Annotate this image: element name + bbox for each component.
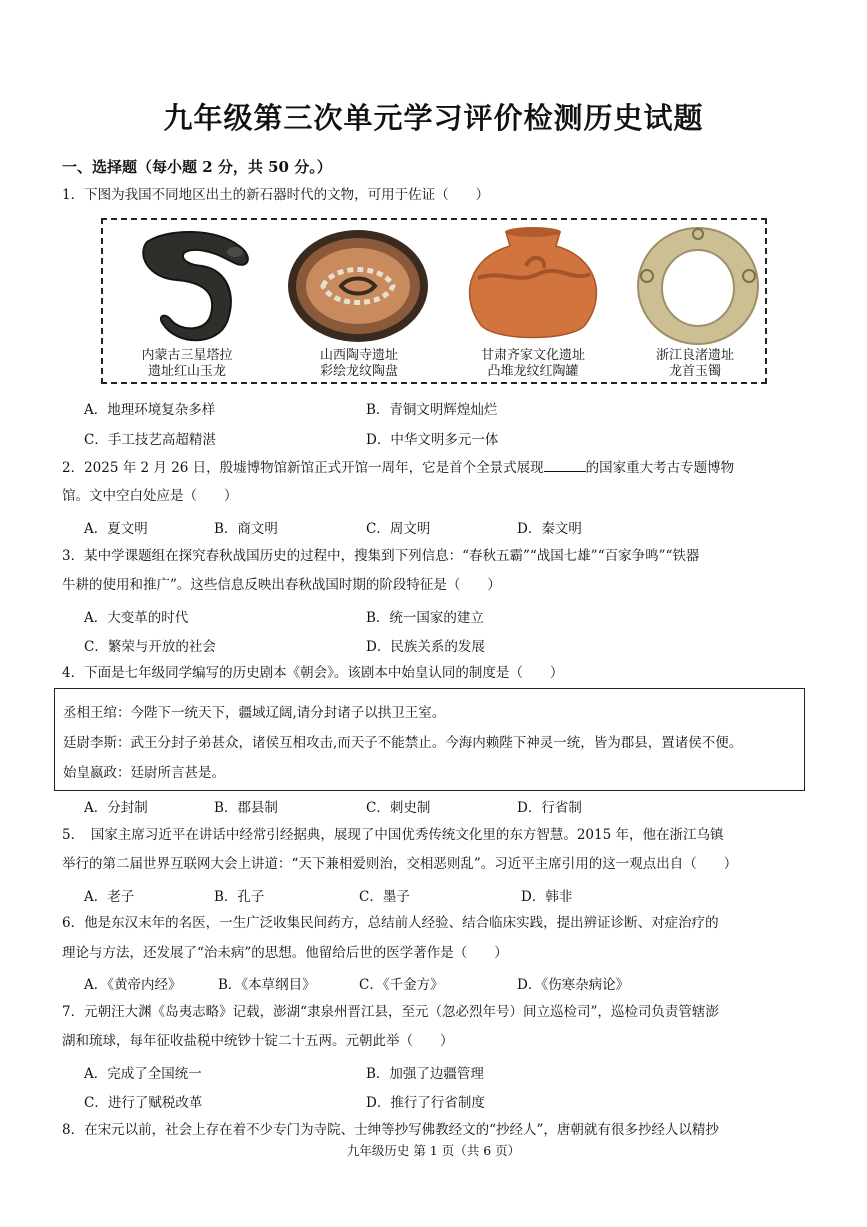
caption-line: 遗址红山玉龙 xyxy=(147,364,226,379)
q5-option-c[interactable]: C．墨子 xyxy=(359,889,410,905)
excerpt-line-li-si: 廷尉李斯：武王分封子弟甚众，诸侯互相攻击,而天子不能禁止。今海内赖陛下神灵一统，皆为郡县，置诸侯不便。 xyxy=(63,735,743,751)
jade-bracelet-icon xyxy=(633,224,763,348)
q6-option-a[interactable]: A．《黄帝内经》 xyxy=(84,977,182,993)
caption-line: 山西陶寺遗址 xyxy=(319,348,398,363)
q6-option-d[interactable]: D．《伤寒杂病论》 xyxy=(517,977,630,993)
artifact-caption-4 xyxy=(615,348,775,380)
painted-plate-icon xyxy=(283,224,433,348)
question-5-stem-line2: 举行的第二届世界互联网大会上讲道：“天下兼相爱则治，交相恶则乱”。习近平主席引用的这一观点出自（ ） xyxy=(62,856,738,872)
q2-stem-part1: 2．2025 年 2 月 26 日，殷墟博物馆新馆正式开馆一周年，它是首个全景式展现 xyxy=(62,460,544,476)
q3-option-c[interactable]: C．繁荣与开放的社会 xyxy=(84,639,216,655)
caption-line: 龙首玉镯 xyxy=(668,364,721,379)
red-pottery-jar-icon xyxy=(458,224,608,348)
question-8-stem: 8．在宋元以前，社会上存在着不少专门为寺院、士绅等抄写佛教经文的“抄经人”，唐朝就有很多抄经人以精抄 xyxy=(62,1122,719,1138)
artifact-caption-2 xyxy=(279,348,439,380)
artifact-caption-3 xyxy=(453,348,613,380)
question-3-stem: 3．某中学课题组在探究春秋战国历史的过程中，搜集到下列信息：“春秋五霸”“战国七雄”“百家争鸣”“铁器 xyxy=(62,548,700,564)
question-2-stem-line2: 馆。文中空白处应是（ ） xyxy=(62,488,238,504)
q2-option-d[interactable]: D．秦文明 xyxy=(517,521,582,537)
question-1-stem: 1．下图为我国不同地区出土的新石器时代的文物，可用于佐证（ ） xyxy=(62,187,490,203)
q7-option-d[interactable]: D．推行了行省制度 xyxy=(366,1095,485,1111)
q6-option-c[interactable]: C．《千金方》 xyxy=(359,977,444,993)
caption-line: 彩绘龙纹陶盘 xyxy=(319,364,398,379)
question-5-stem: 5． 国家主席习近平在讲话中经常引经据典，展现了中国优秀传统文化里的东方智慧。2015 年，他在浙江乌镇 xyxy=(62,827,724,843)
caption-line: 浙江良渚遗址 xyxy=(655,348,734,363)
page-title: 九年级第三次单元学习评价检测历史试题 xyxy=(163,101,704,135)
q2-option-c[interactable]: C．周文明 xyxy=(366,521,431,537)
question-3-stem-line2: 牛耕的使用和推广”。这些信息反映出春秋战国时期的阶段特征是（ ） xyxy=(62,577,501,593)
q4-option-a[interactable]: A．分封制 xyxy=(84,800,148,816)
q3-option-d[interactable]: D．民族关系的发展 xyxy=(366,639,485,655)
q3-option-b[interactable]: B．统一国家的建立 xyxy=(366,610,484,626)
q7-option-c[interactable]: C．进行了赋税改革 xyxy=(84,1095,203,1111)
section-heading: 一、选择题（每小题 2 分，共 50 分。） xyxy=(62,158,332,176)
q4-option-c[interactable]: C．刺史制 xyxy=(366,800,431,816)
q1-option-d[interactable]: D．中华文明多元一体 xyxy=(366,432,499,448)
artifact-image-panel xyxy=(101,218,767,384)
script-excerpt-box xyxy=(54,688,805,791)
question-6-stem: 6．他是东汉末年的名医，一生广泛收集民间药方，总结前人经验、结合临床实践，提出辨证诊断、对症治疗的 xyxy=(62,915,719,931)
q4-option-b[interactable]: B．郡县制 xyxy=(214,800,278,816)
artifact-caption-1 xyxy=(107,348,267,380)
question-7-stem: 7．元朝汪大渊《岛夷志略》记载，澎湖“隶泉州晋江县，至元（忽必烈年号）间立巡检司”，巡检司负责管辖澎 xyxy=(62,1004,719,1020)
question-7-stem-line2: 湖和琉球，每年征收盐税中统钞十锭二十五两。元朝此举（ ） xyxy=(62,1033,454,1049)
q1-option-c[interactable]: C．手工技艺高超精湛 xyxy=(84,432,216,448)
question-2-stem xyxy=(62,458,734,477)
q1-option-a[interactable]: A．地理环境复杂多样 xyxy=(84,402,216,418)
q2-option-a[interactable]: A．夏文明 xyxy=(84,521,148,537)
q5-option-b[interactable]: B．孔子 xyxy=(214,889,265,905)
page-footer: 九年级历史 第 1 页（共 6 页） xyxy=(346,1143,521,1158)
caption-line: 甘肃齐家文化遗址 xyxy=(480,348,585,363)
caption-line: 内蒙古三星塔拉 xyxy=(141,348,233,363)
q7-option-b[interactable]: B．加强了边疆管理 xyxy=(366,1066,484,1082)
excerpt-line-qin-shihuang: 始皇嬴政：廷尉所言甚是。 xyxy=(63,765,225,781)
answer-blank xyxy=(544,458,586,472)
q3-option-a[interactable]: A．大变革的时代 xyxy=(84,610,189,626)
q5-option-d[interactable]: D．韩非 xyxy=(521,889,573,905)
q5-option-a[interactable]: A．老子 xyxy=(84,889,135,905)
q6-option-b[interactable]: B．《本草纲目》 xyxy=(218,977,316,993)
question-6-stem-line2: 理论与方法，还发展了“治未病”的思想。他留给后世的医学著作是（ ） xyxy=(62,945,508,961)
q2-option-b[interactable]: B．商文明 xyxy=(214,521,278,537)
q2-stem-part2: 的国家重大考古专题博物 xyxy=(585,460,735,476)
caption-line: 凸堆龙纹红陶罐 xyxy=(487,364,579,379)
question-4-stem: 4．下面是七年级同学编写的历史剧本《朝会》。该剧本中始皇认同的制度是（ ） xyxy=(62,665,564,681)
q4-option-d[interactable]: D．行省制 xyxy=(517,800,582,816)
q7-option-a[interactable]: A．完成了全国统一 xyxy=(84,1066,202,1082)
excerpt-line-wang-wan: 丞相王绾：今陛下一统天下，疆域辽阔,请分封诸子以拱卫王室。 xyxy=(63,705,446,721)
jade-dragon-icon xyxy=(107,224,257,348)
q1-option-b[interactable]: B．青铜文明辉煌灿烂 xyxy=(366,402,498,418)
